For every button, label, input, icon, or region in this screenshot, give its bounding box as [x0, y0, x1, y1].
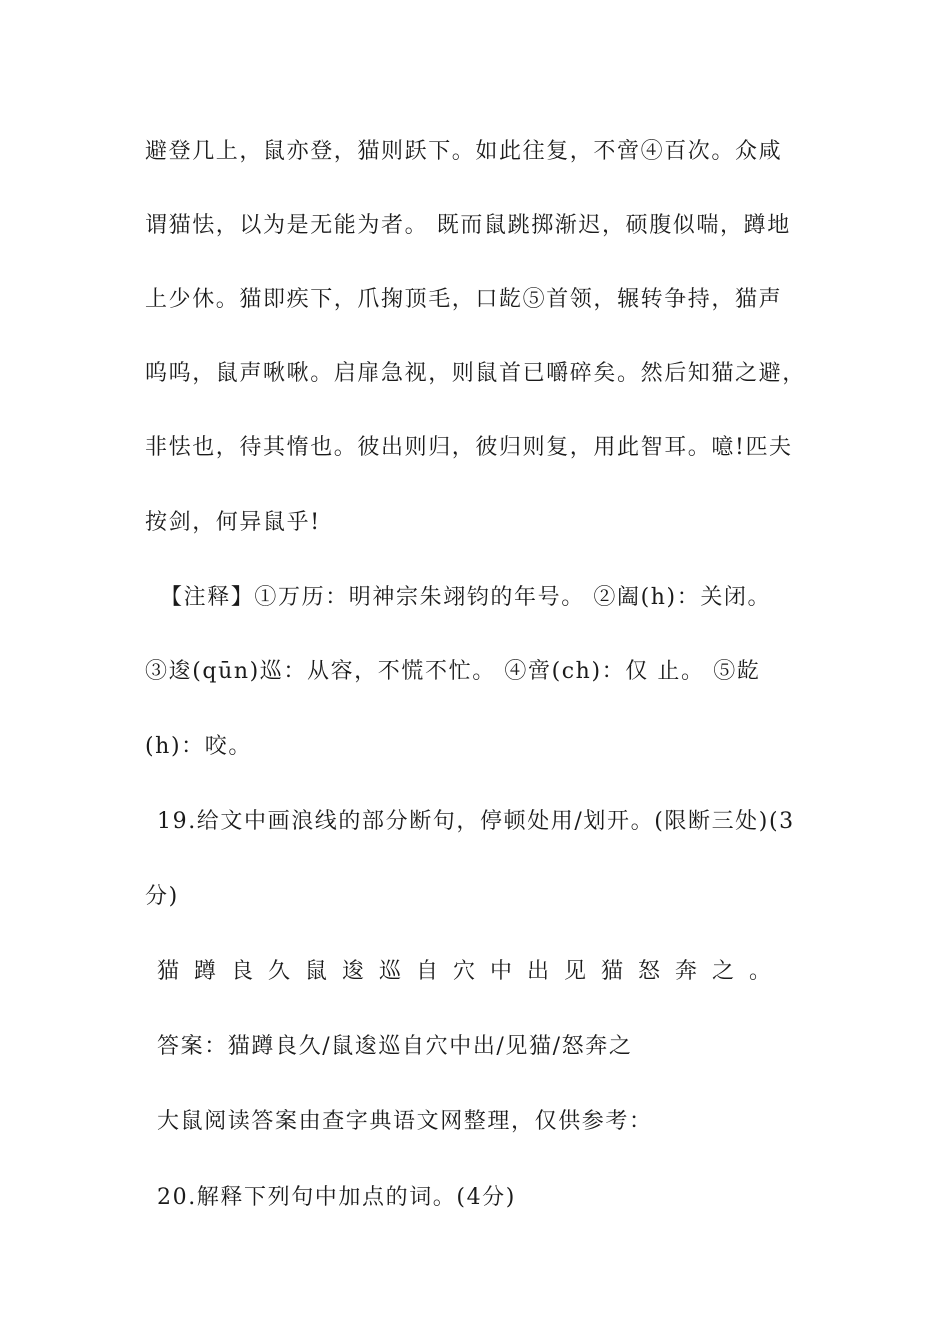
question-19-answer: 答案：猫蹲良久/鼠逡巡自穴中出/见猫/怒奔之: [157, 1034, 633, 1059]
question-19-prompt: 19.给文中画浪线的部分断句，停顿处用/划开。(限断三处)(3: [157, 809, 795, 834]
notes-line-1: 【注释】①万历：明神宗朱翊钧的年号。 ②阖(h)：关闭。: [160, 585, 772, 610]
notes-line-3: (h)：咬。: [145, 734, 252, 759]
passage-line-1: 避登几上，鼠亦登，猫则跃下。如此往复，不啻④百次。众咸: [145, 139, 783, 164]
passage-line-5: 非怯也，待其惰也。彼出则归，彼归则复，用此智耳。噫!匹夫: [145, 435, 793, 460]
passage-line-3: 上少休。猫即疾下，爪掬顶毛，口龁⑤首领，辗转争持，猫声: [145, 287, 783, 312]
notes-line-2: ③逡(qūn)巡：从容，不慌不忙。 ④啻(ch)：仅 止。 ⑤龁: [145, 659, 761, 684]
question-19-sentence: 猫蹲良久鼠逡巡自穴中出见猫怒奔之。: [157, 959, 787, 984]
question-19-prompt-cont: 分): [145, 884, 179, 909]
question-20-prompt: 20.解释下列句中加点的词。(4分): [157, 1185, 516, 1210]
passage-line-2: 谓猫怯，以为是无能为者。 既而鼠跳掷渐迟，硕腹似喘，蹲地: [145, 213, 791, 238]
passage-line-4: 呜呜，鼠声啾啾。启扉急视，则鼠首已嚼碎矣。然后知猫之避，: [145, 361, 806, 386]
source-note: 大鼠阅读答案由查字典语文网整理，仅供参考：: [157, 1109, 653, 1134]
passage-line-6: 按剑，何异鼠乎!: [145, 510, 321, 535]
